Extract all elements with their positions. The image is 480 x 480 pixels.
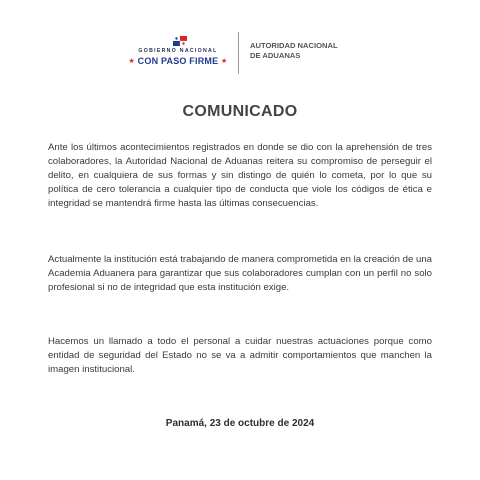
gobierno-nacional-logo [126,36,230,72]
gov-text: GOBIERNO NACIONAL [138,48,218,54]
slogan [126,56,230,66]
agency-line-1: AUTORIDAD NACIONAL [250,41,338,50]
header-divider [238,32,239,74]
agency-name [250,41,338,61]
paragraph-1: Ante los últimos acontecimientos registrados en donde se dio con la aprehensión de tres colaboradores, la Autoridad Nacional de Aduanas reitera su compromiso de perseguir el delito, en cualquiera de sus formas y sin distingo de quién lo cometa, por lo que su política de cero tolerancia a cualquier tipo de conducta que viole los códigos de ética e integridad se mantendrá firme hasta las últimas consecuencias. [48,142,432,209]
star-icon: ★ [221,58,228,65]
page-title: COMUNICADO [182,103,298,120]
paragraph-3: Hacemos un llamado a todo el personal a cuidar nuestras actuaciones porque como entidad de seguridad del Estado no se va a admitir comportamientos que manchen la imagen institucional. [48,336,432,375]
letterhead [0,30,480,76]
panama-flag-icon [173,36,187,46]
agency-line-2: DE ADUANAS [250,51,301,60]
slogan-text: CON PASO FIRME [137,56,219,66]
date-line: Panamá, 23 de octubre de 2024 [165,418,315,429]
paragraph-2: Actualmente la institución está trabajando de manera comprometida en la creación de una Academia Aduanera para garantizar que sus colaboradores cumplan con un perfil no solo profesional si no de integridad que esta institución exige. [48,254,432,293]
star-icon: ★ [128,58,135,65]
